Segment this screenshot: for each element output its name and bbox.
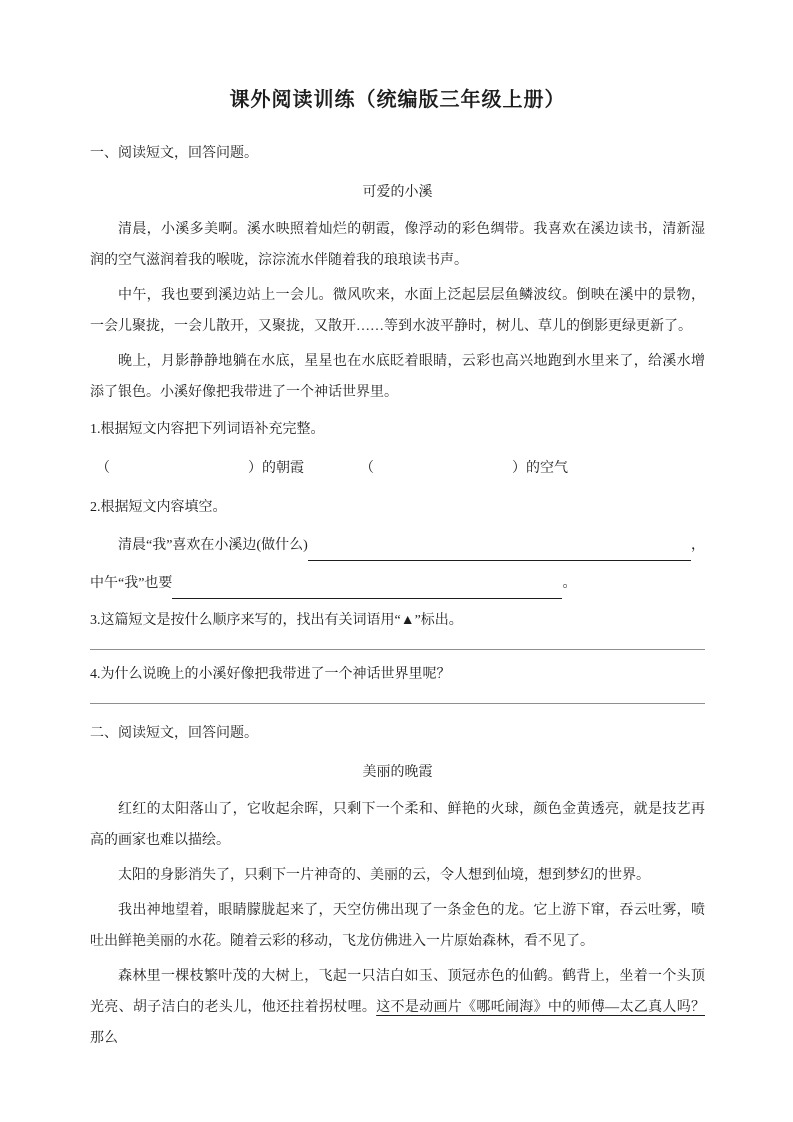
paragraph4-trailing-text: 那么 (90, 1031, 118, 1046)
blank1-close-label: ）的朝霞 (248, 461, 304, 476)
passage2-paragraph-4 (90, 961, 705, 1054)
question1-label: 1.根据短文内容把下列词语补充完整。 (90, 422, 325, 437)
passage2-paragraph-3: 我出神地望着，眼睛朦胧起来了，天空仿佛出现了一条金色的龙。它上游下窜，吞云吐雾，喷吐出鲜艳美丽的水花。随着云彩的移动，飞龙仿佛进入一片原始森林，看不见了。 (90, 903, 705, 949)
fill-line-1-suffix: ， (691, 538, 705, 553)
question4-answer-line (90, 703, 705, 704)
passage1-paragraph-2: 中午，我也要到溪边站上一会儿。微风吹来，水面上泛起层层鱼鳞波纹。倒映在溪中的景物，一会儿聚拢，一会儿散开，又聚拢，又散开……等到水波平静时，树儿、草儿的倒影更绿更新了。 (90, 288, 705, 334)
paragraph4-normal-text: 森林里一棵枝繁叶茂的大树上，飞起一只洁白如玉、顶冠赤色的仙鹤。鹤背上，坐着一个头顶光亮、胡子洁白的老头儿，他还拄着拐杖哩。 (90, 969, 705, 1015)
question1-blanks (96, 453, 705, 484)
fill-line-1-blank (308, 530, 691, 561)
question2-fill-line-1 (90, 530, 705, 561)
section2-heading: 二、阅读短文，回答问题。 (90, 726, 258, 741)
passage2-paragraph-1: 红红的太阳落山了，它收起余晖，只剩下一个柔和、鲜艳的火球，颜色金黄透亮，就是技艺再高的画家也难以描绘。 (90, 802, 705, 848)
fill-line-1-prefix: 清晨“我”喜欢在小溪边(做什么) (118, 538, 308, 553)
passage2-title: 美丽的晚霞 (362, 765, 433, 780)
passage1-title: 可爱的小溪 (362, 185, 433, 200)
blank2-open-paren: （ (360, 461, 374, 476)
passage1-paragraph-1: 清晨，小溪多美啊。溪水映照着灿烂的朝霞，像浮动的彩色绸带。我喜欢在溪边读书，清新湿润的空气滋润着我的喉咙，淙淙流水伴随着我的琅琅读书声。 (90, 222, 705, 268)
section1-heading: 一、阅读短文，回答问题。 (90, 146, 258, 161)
blank1-open-paren: （ (96, 461, 110, 476)
question3-label: 3.这篇短文是按什么顺序来写的，找出有关词语用“▲”标出。 (90, 613, 463, 628)
question4-label: 4.为什么说晚上的小溪好像把我带进了一个神话世界里呢？ (90, 667, 451, 682)
question2-label: 2.根据短文内容填空。 (90, 500, 227, 515)
page-title: 课外阅读训练（统编版三年级上册） (229, 89, 566, 111)
passage1-paragraph-3: 晚上，月影静静地躺在水底，星星也在水底眨着眼睛，云彩也高兴地跑到水里来了，给溪水增添了银色。小溪好像把我带进了一个神话世界里。 (90, 354, 705, 400)
question2-fill-line-2 (90, 568, 705, 599)
fill-line-2-suffix: 。 (562, 576, 577, 591)
fill-line-2-prefix: 中午“我”也要 (90, 576, 173, 591)
paragraph4-underlined-text: 这不是动画片《哪吒闹海》中的师傅—太乙真人吗？ (376, 1000, 706, 1015)
question3-answer-line (90, 649, 705, 650)
fill-line-2-blank (172, 568, 562, 599)
passage2-paragraph-2: 太阳的身影消失了，只剩下一片神奇的、美丽的云，令人想到仙境，想到梦幻的世界。 (118, 868, 650, 883)
blank2-close-label: ）的空气 (512, 461, 568, 476)
